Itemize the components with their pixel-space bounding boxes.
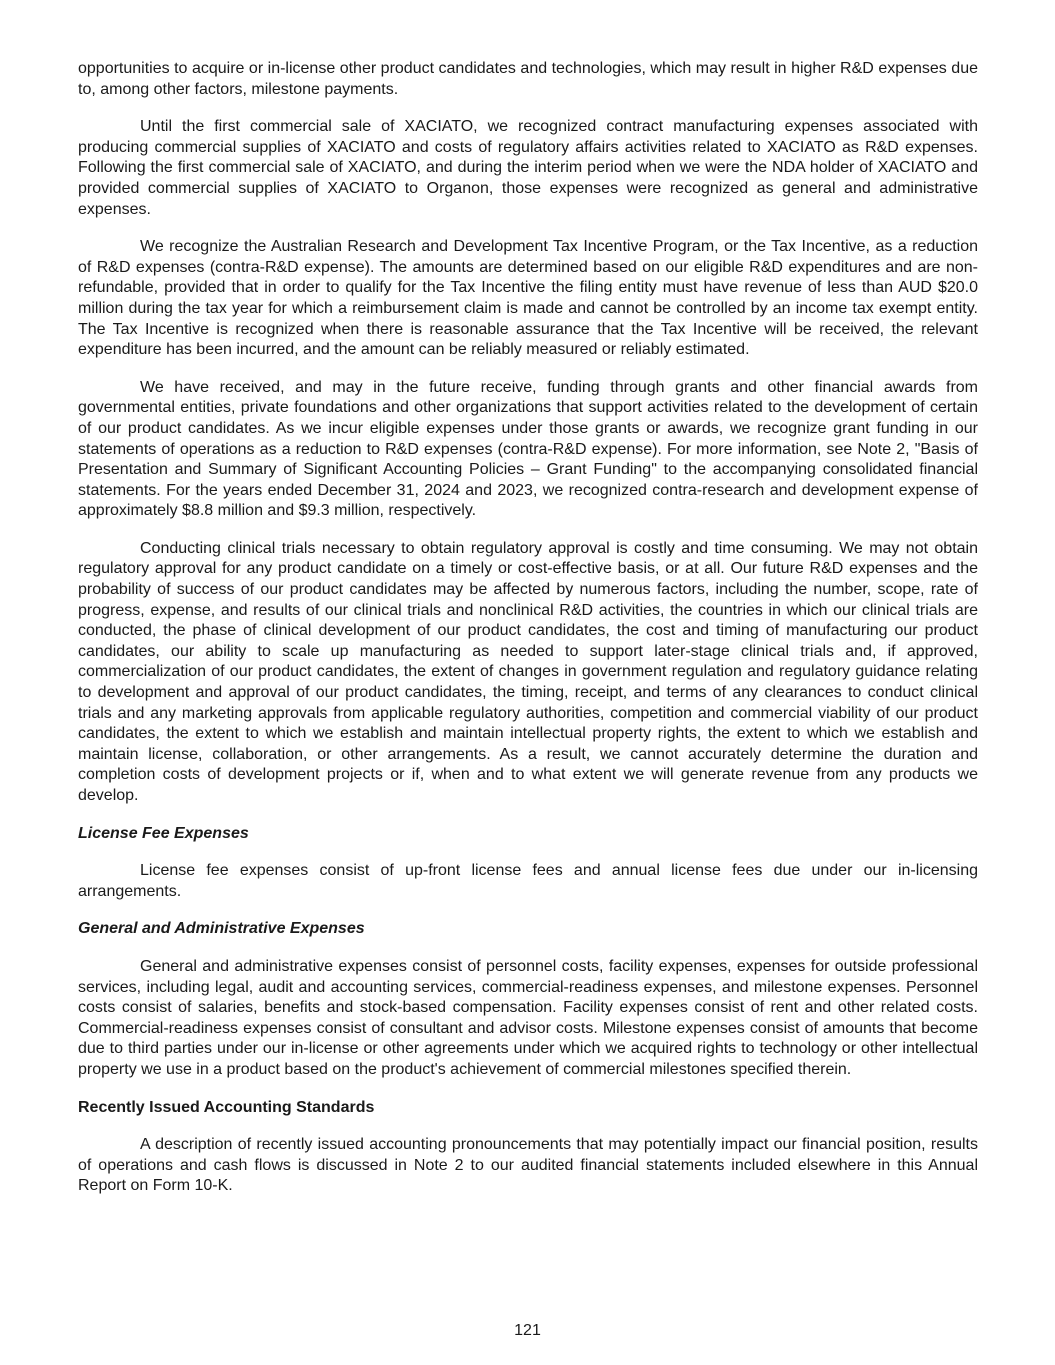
paragraph-xaciato-expenses: Until the first commercial sale of XACIATO, we recognized contract manufacturing expenses associated with producing commercial supplies of XACIATO and costs of regulatory affairs activities related to XACIATO as R&D expenses. Following the first commercial sale of XACIATO, and during the interim period when we were the NDA holder of XACIATO and provided commercial supplies of XACIATO to Organon, those expenses were recognized as general and administrative expenses.	[78, 118, 978, 218]
paragraph-license-fee: License fee expenses consist of up-front license fees and annual license fees due under our in-licensing arrangements.	[78, 862, 978, 900]
document-page	[78, 59, 978, 1214]
paragraph-rd-milestones: opportunities to acquire or in-license other product candidates and technologies, which may result in higher R&D expenses due to, among other factors, milestone payments.	[78, 60, 978, 98]
paragraph-general-admin: General and administrative expenses consist of personnel costs, facility expenses, expenses for outside professional services, including legal, audit and accounting services, commercial-readiness expenses, and milestone expenses. Personnel costs consist of salaries, benefits and stock-based compensation. Facility expenses consist of rent and other related costs. Commercial-readiness expenses consist of consultant and advisor costs. Milestone expenses consist of amounts that become due to third parties under our in-license or other agreements under which we acquired rights to technology or other intellectual property we use in a product based on the product's achievement of commercial milestones specified therein.	[78, 957, 978, 1078]
page-number: 121	[514, 1322, 541, 1339]
paragraph-tax-incentive: We recognize the Australian Research and Development Tax Incentive Program, or the Tax Incentive, as a reduction of R&D expenses (contra-R&D expense). The amounts are determined based on our eligible R&D expenditures and are non-refundable, provided that in order to qualify for the Tax Incentive the filing entity must have revenue of less than AUD $20.0 million during the tax year for which a reimbursement claim is made and cannot be controlled by an income tax exempt entity. The Tax Incentive is recognized when there is reasonable assurance that the Tax Incentive will be received, the relevant expenditure has been incurred, and the amount can be reliably measured or reliably estimated.	[78, 238, 978, 359]
paragraph-grant-funding: We have received, and may in the future receive, funding through grants and other financial awards from governmental entities, private foundations and other organizations that support activities related to the development of certain of our product candidates. As we incur eligible expenses under those grants or awards, we recognize grant funding in our statements of operations as a reduction to R&D expenses (contra-R&D expense). For more information, see Note 2, "Basis of Presentation and Summary of Significant Accounting Policies – Grant Funding" to the accompanying consolidated financial statements. For the years ended December 31, 2024 and 2023, we recognized contra-research and development expense of approximately $8.8 million and $9.3 million, respectively.	[78, 378, 978, 520]
paragraph-accounting-standards: A description of recently issued accounting pronouncements that may potentially impact our financial position, results of operations and cash flows is discussed in Note 2 to our audited financial statements included elsewhere in this Annual Report on Form 10-K.	[78, 1136, 978, 1195]
heading-general-admin-expenses: General and Administrative Expenses	[78, 920, 365, 938]
heading-license-fee-expenses: License Fee Expenses	[78, 824, 249, 842]
paragraph-clinical-trials: Conducting clinical trials necessary to obtain regulatory approval is costly and time consuming. We may not obtain regulatory approval for any product candidate on a timely or cost-effective basis, or at all. Our future R&D expenses and the probability of success of our product candidates may be affected by numerous factors, including the number, scope, rate of progress, expense, and results of our clinical trials and nonclinical R&D activities, the countries in which our clinical trials are conducted, the phase of clinical development of our product candidates, the cost and timing of manufacturing our product candidates, our ability to scale up manufacturing as needed to support later-stage clinical trials and, if approved, commercialization of our product candidates, the extent of changes in government regulation and regulatory guidance relating to development and approval of our product candidates, the timing, receipt, and terms of any clearances to conduct clinical trials and any marketing approvals from applicable regulatory authorities, competition and commercial viability of our product candidates, the extent to which we establish and maintain intellectual property rights, the extent to which we establish and maintain license, collaboration, or other arrangements. As a result, we cannot accurately determine the duration and completion costs of development projects or if, when and to what extent we will generate revenue from any products we develop.	[78, 539, 978, 804]
heading-accounting-standards: Recently Issued Accounting Standards	[78, 1098, 375, 1116]
